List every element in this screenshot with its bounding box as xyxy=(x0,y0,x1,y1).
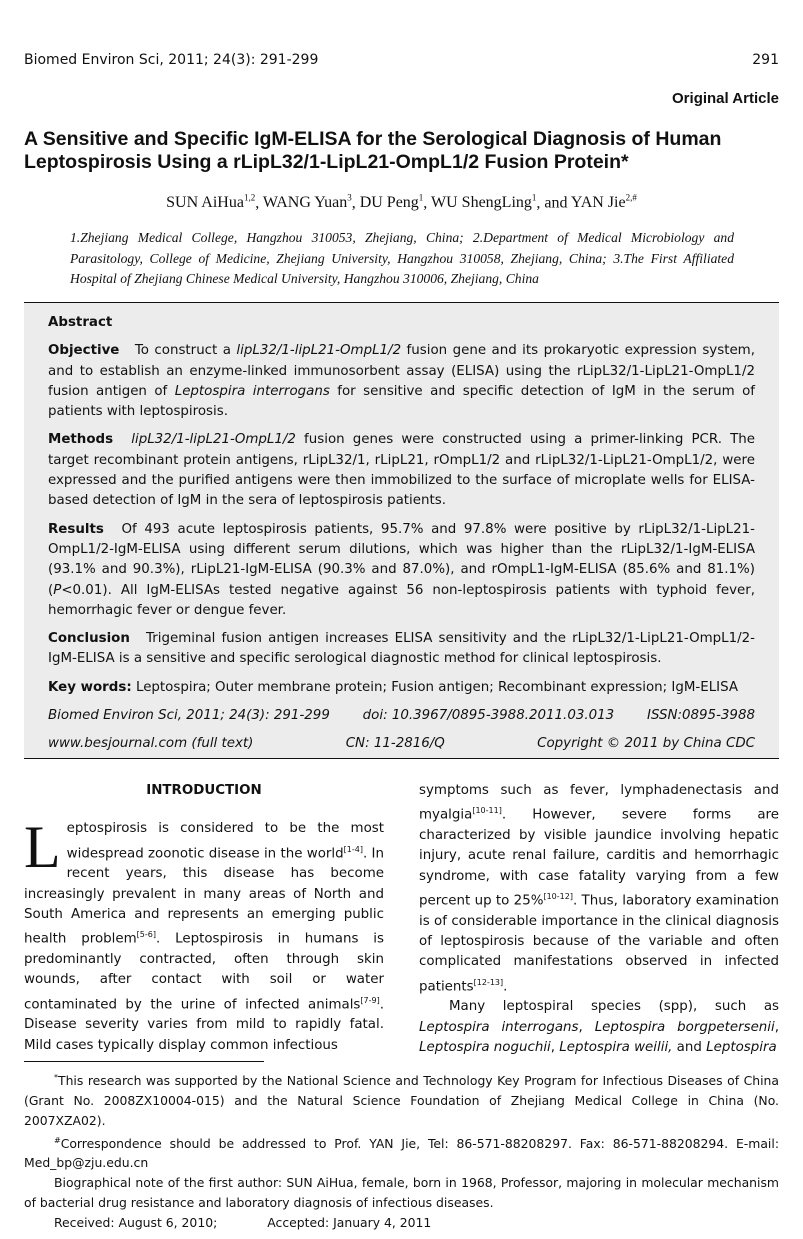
article-title: A Sensitive and Specific IgM-ELISA for the Serological Diagnosis of Human Leptospirosis Using a rLipL32/1-LipL21-OmpL1/2 Fusion Protein* xyxy=(24,128,722,173)
issn: ISSN:0895-3988 xyxy=(647,708,755,724)
footnotes xyxy=(24,1068,779,1233)
introduction-heading: INTRODUCTION xyxy=(146,783,262,798)
body-paragraph: symptoms such as fever, lymphadenectasis and myalgia[10-11]. However, severe forms are characterized by visible jaundice involving hepatic injury, acute renal failure, carditis and hemorrhagic syndrome, with case fatality varying from a few percent up to 25%[10-12]. Thus, laboratory examination is of considerable importance in the clinical diagnosis of leptospirosis because of the variable and often complicated manifestations observed in infected patients[12-13]. xyxy=(419,783,780,995)
author: WU ShengLing$^1$ xyxy=(431,193,537,212)
correspondence-footnote: #Correspondence should be addressed to Prof. YAN Jie, Tel: 86-571-88208297. Fax: 86-571-88208294. E-mail: Med_bp@zju.edu.cn xyxy=(24,1135,779,1171)
body-paragraph: Many leptospiral species (spp), such as Leptospira interrogans, Leptospira borgpetersenii, Leptospira noguchii, Leptospira weilii, and Leptospira xyxy=(419,999,779,1055)
keywords: Key words: Leptospira; Outer membrane protein; Fusion antigen; Recombinant expression; IgM-ELISA xyxy=(48,679,739,695)
copyright: Copyright © 2011 by China CDC xyxy=(537,736,755,752)
abstract-methods: Methods lipL32/1-lipL21-OmpL1/2 fusion genes were constructed using a primer-linking PCR. The target recombinant protein antigens, rLipL32/1, rLipL21, rOmpL1/2 and rLipL32/1-LipL21-OmpL1/2, were expressed and the purified antigens were then immobilized to the surface of microplate wells for ELISA-based detection of IgM in the sera of leptospirosis patients. xyxy=(48,432,755,509)
citation: Biomed Environ Sci, 2011; 24(3): 291-299 xyxy=(48,708,330,724)
drop-cap: L xyxy=(24,814,61,881)
body-left-column xyxy=(24,781,384,1056)
intro-paragraph: Leptospirosis is considered to be the most widespread zoonotic disease in the world[1-4]. In recent years, this disease has become increasingly prevalent in many areas of North and South America and represents an emerging public health problem[5-6]. Leptospirosis in humans is predominantly contracted, often through skin wounds, after contact with soil or water contaminated by the urine of infected animals[7-9]. Disease severity varies from mild to rapidly fatal. Mild cases typically display common infectious xyxy=(24,814,384,1053)
publication-row xyxy=(48,734,755,754)
abstract-conclusion: Conclusion Trigeminal fusion antigen increases ELISA sensitivity and the rLipL32/1-LipL21-OmpL1/2-IgM-ELISA is a sensitive and specific serological diagnostic method for clinical leptospirosis. xyxy=(48,631,755,667)
doi: doi: 10.3967/0895-3988.2011.03.013 xyxy=(362,708,615,724)
citation-row xyxy=(48,706,755,726)
abstract-results: Results Of 493 acute leptospirosis patients, 95.7% and 97.8% were positive by rLipL32/1-LipL21-OmpL1/2-IgM-ELISA using different serum dilutions, which was higher than the rLipL32/1-IgM-ELISA (93.1% and 90.3%), rLipL21-IgM-ELISA (90.3% and 87.0%), and rOmpL1-IgM-ELISA (85.6% and 81.1%) (P<0.01). All IgM-ELISAs tested negative against 56 non-leptospirosis patients with typhoid fever, hemorrhagic fever or dengue fever. xyxy=(48,521,755,618)
footnote-divider xyxy=(24,1061,264,1062)
author-list: SUN AiHua$^{1,2}$, WANG Yuan$^3$, DU Peng$^1$, WU ShengLing$^1$, and YAN Jie$^{2,\#}$ xyxy=(166,193,637,212)
journal-website-link[interactable]: www.besjournal.com (full text) xyxy=(48,736,254,752)
abstract-heading: Abstract xyxy=(48,315,113,330)
abstract-box xyxy=(24,302,779,759)
article-type-label: Original Article xyxy=(672,90,779,107)
author: YAN Jie$^{2,\#}$ xyxy=(570,193,637,212)
page-number: 291 xyxy=(752,52,779,68)
journal-reference: Biomed Environ Sci, 2011; 24(3): 291-299 xyxy=(24,52,319,68)
biographical-note: Biographical note of the first author: SUN AiHua, female, born in 1968, Professor, majoring in molecular mechanism of bacterial drug resistance and laboratory diagnosis of infectious diseases. xyxy=(24,1175,779,1211)
affiliations: 1.Zhejiang Medical College, Hangzhou 310053, Zhejiang, China; 2.Department of Medical Microbiology and Parasitology, College of Medicine, Zhejiang University, Hangzhou 310058, Zhejiang, China; 3.The First Affiliated Hospital of Zhejiang Chinese Medical University, Hangzhou 310006, Zhejiang, China xyxy=(70,230,734,286)
author: SUN AiHua$^{1,2}$ xyxy=(166,193,256,212)
author: WANG Yuan$^3$ xyxy=(262,193,352,212)
received-accepted-dates: Received: August 6, 2010; Accepted: January 4, 2011 xyxy=(54,1214,432,1230)
body-right-column xyxy=(419,781,779,1058)
abstract-objective: Objective To construct a lipL32/1-lipL21-OmpL1/2 fusion gene and its prokaryotic expression system, and to establish an enzyme-linked immunosorbent assay (ELISA) using the rLipL32/1-LipL21-OmpL1/2 fusion antigen of Leptospira interrogans for sensitive and specific detection of IgM in the serum of patients with leptospirosis. xyxy=(48,343,755,420)
author: DU Peng$^1$ xyxy=(359,193,424,212)
funding-footnote: *This research was supported by the National Science and Technology Key Program for Infectious Diseases of China (Grant No. 2008ZX10004-015) and the Natural Science Foundation of Zhejiang Medical College in China (No. 2007XZA02). xyxy=(24,1073,779,1128)
cn-number: CN: 11-2816/Q xyxy=(345,736,445,752)
